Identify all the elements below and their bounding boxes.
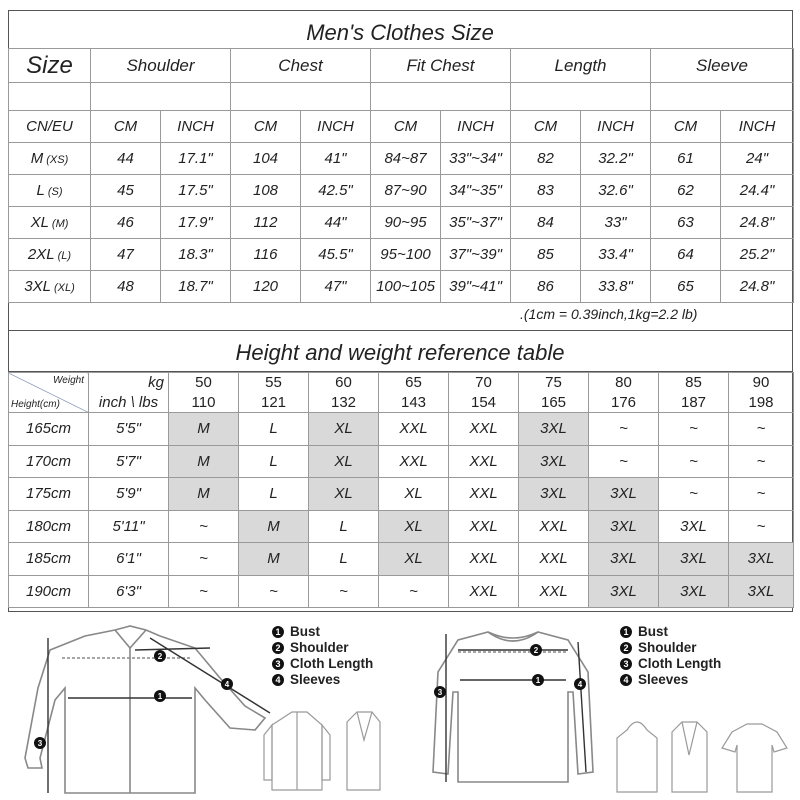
kg-value: 90 (729, 373, 794, 393)
recommended-size: 3XL (519, 413, 589, 446)
recommended-size: ~ (589, 445, 659, 478)
recommended-size: XL (379, 510, 449, 543)
unit-cell: INCH (301, 111, 371, 143)
size-value: 104 (231, 143, 301, 175)
reference-row (9, 413, 794, 446)
size-value: 33" (581, 207, 651, 239)
spacer-cell (231, 83, 371, 111)
recommended-size: 3XL (659, 543, 729, 576)
size-value: 45 (91, 175, 161, 207)
size-value: 63 (651, 207, 721, 239)
recommended-size: L (239, 445, 309, 478)
size-value: 39"~41" (441, 271, 511, 303)
height-inch: 6'3" (89, 575, 169, 608)
size-spacer-row (9, 83, 794, 111)
recommended-size: ~ (729, 445, 794, 478)
height-cm: 165cm (9, 413, 89, 446)
height-inch: 5'11" (89, 510, 169, 543)
legend-right (620, 624, 721, 688)
size-value: 47" (301, 271, 371, 303)
svg-text:3: 3 (37, 739, 43, 748)
conversion-note: .(1cm = 0.39inch,1kg=2.2 lb) (520, 306, 698, 322)
height-cm: 185cm (9, 543, 89, 576)
legend-label: Shoulder (290, 640, 349, 655)
size-name-cell (9, 207, 91, 239)
size-value: 44" (301, 207, 371, 239)
legend-label: Sleeves (638, 672, 689, 687)
size-chart-title: Men's Clothes Size (306, 20, 494, 45)
recommended-size: ~ (239, 575, 309, 608)
lbs-label: inch \ lbs (89, 393, 169, 413)
recommended-size: L (309, 543, 379, 576)
recommended-size: L (309, 510, 379, 543)
size-name: 3XL (24, 278, 51, 295)
size-name: M (30, 150, 44, 167)
recommended-size: XXL (379, 413, 449, 446)
height-label: Height(cm) (11, 399, 60, 410)
recommended-size: ~ (169, 575, 239, 608)
recommended-size: 3XL (589, 478, 659, 511)
size-value: 48 (91, 271, 161, 303)
recommended-size: ~ (309, 575, 379, 608)
size-table (8, 48, 794, 303)
legend-label: Sleeves (290, 672, 341, 687)
size-name-cell (9, 271, 91, 303)
recommended-size: 3XL (589, 575, 659, 608)
size-value: 46 (91, 207, 161, 239)
recommended-size: ~ (659, 445, 729, 478)
recommended-size: M (239, 543, 309, 576)
reference-row (9, 478, 794, 511)
recommended-size: ~ (729, 478, 794, 511)
legend-label: Bust (638, 624, 668, 639)
size-row (9, 207, 794, 239)
recommended-size: XXL (449, 510, 519, 543)
legend-item (272, 672, 373, 688)
legend-item (272, 624, 373, 640)
unit-cell: INCH (441, 111, 511, 143)
legend-number-icon: 3 (272, 658, 284, 670)
lbs-value: 176 (589, 393, 659, 413)
reference-row (9, 575, 794, 608)
legend-left (272, 624, 373, 688)
legend-label: Bust (290, 624, 320, 639)
group-header: Chest (231, 49, 371, 83)
svg-text:2: 2 (157, 652, 163, 661)
lbs-value: 121 (239, 393, 309, 413)
recommended-size: M (169, 413, 239, 446)
unit-cell: CM (651, 111, 721, 143)
recommended-size: 3XL (519, 478, 589, 511)
recommended-size: M (169, 478, 239, 511)
size-value: 34"~35" (441, 175, 511, 207)
size-label: Size (9, 49, 91, 83)
legend-number-icon: 2 (272, 642, 284, 654)
lbs-value: 110 (169, 393, 239, 413)
size-value: 95~100 (371, 239, 441, 271)
kg-value: 65 (379, 373, 449, 393)
recommended-size: ~ (729, 413, 794, 446)
size-header-row (9, 49, 794, 83)
size-value: 83 (511, 175, 581, 207)
unit-cell: CM (371, 111, 441, 143)
height-cm: 170cm (9, 445, 89, 478)
size-value: 64 (651, 239, 721, 271)
recommended-size: 3XL (589, 510, 659, 543)
legend-number-icon: 4 (620, 674, 632, 686)
recommended-size: XXL (519, 575, 589, 608)
spacer-cell (9, 83, 91, 111)
legend-label: Cloth Length (290, 656, 374, 671)
recommended-size: ~ (379, 575, 449, 608)
size-value: 18.7" (161, 271, 231, 303)
recommended-size: XXL (449, 413, 519, 446)
lbs-row (9, 393, 794, 413)
recommended-size: M (239, 510, 309, 543)
legend-item (620, 656, 721, 672)
size-value: 35"~37" (441, 207, 511, 239)
sweater-diagram (428, 622, 598, 800)
size-value: 37"~39" (441, 239, 511, 271)
recommended-size: ~ (589, 413, 659, 446)
recommended-size: 3XL (659, 510, 729, 543)
size-value: 84~87 (371, 143, 441, 175)
kg-value: 50 (169, 373, 239, 393)
kg-row (9, 373, 794, 393)
height-inch: 5'7" (89, 445, 169, 478)
size-value: 18.3" (161, 239, 231, 271)
size-row (9, 175, 794, 207)
size-value: 108 (231, 175, 301, 207)
size-value: 41" (301, 143, 371, 175)
unit-cell: CN/EU (9, 111, 91, 143)
recommended-size: 3XL (519, 445, 589, 478)
spacer-cell (511, 83, 651, 111)
recommended-size: ~ (659, 478, 729, 511)
recommended-size: 3XL (659, 575, 729, 608)
recommended-size: ~ (659, 413, 729, 446)
size-value: 84 (511, 207, 581, 239)
height-cm: 175cm (9, 478, 89, 511)
legend-item (272, 640, 373, 656)
size-name-cell (9, 239, 91, 271)
size-name-cell (9, 175, 91, 207)
legend-label: Cloth Length (638, 656, 722, 671)
unit-cell: INCH (161, 111, 231, 143)
group-header: Sleeve (651, 49, 794, 83)
size-value: 65 (651, 271, 721, 303)
size-value: 82 (511, 143, 581, 175)
recommended-size: L (239, 413, 309, 446)
size-row (9, 271, 794, 303)
weight-label: Weight (53, 375, 84, 386)
unit-cell: CM (91, 111, 161, 143)
recommended-size: ~ (169, 543, 239, 576)
size-value: 17.1" (161, 143, 231, 175)
size-value: 24" (721, 143, 794, 175)
size-value: 100~105 (371, 271, 441, 303)
unit-cell: CM (511, 111, 581, 143)
height-cm: 190cm (9, 575, 89, 608)
jacket-sketches (262, 700, 382, 795)
size-value: 90~95 (371, 207, 441, 239)
height-weight-table (8, 372, 794, 608)
size-alt: (XS) (46, 154, 69, 166)
size-name: XL (30, 214, 49, 231)
divider-top (8, 330, 793, 331)
size-row (9, 239, 794, 271)
size-alt: (L) (57, 250, 72, 262)
svg-text:4: 4 (577, 680, 583, 689)
size-name: L (36, 182, 45, 199)
group-header: Length (511, 49, 651, 83)
size-value: 24.8" (721, 271, 794, 303)
legend-item (272, 656, 373, 672)
size-value: 86 (511, 271, 581, 303)
recommended-size: L (239, 478, 309, 511)
recommended-size: ~ (729, 510, 794, 543)
recommended-size: XL (379, 478, 449, 511)
size-value: 61 (651, 143, 721, 175)
size-value: 47 (91, 239, 161, 271)
height-inch: 6'1" (89, 543, 169, 576)
unit-cell: INCH (581, 111, 651, 143)
size-value: 85 (511, 239, 581, 271)
unit-row (9, 111, 794, 143)
recommended-size: XXL (449, 575, 519, 608)
size-value: 17.5" (161, 175, 231, 207)
legend-item (620, 624, 721, 640)
legend-item (620, 672, 721, 688)
lbs-value: 198 (729, 393, 794, 413)
recommended-size: XXL (449, 478, 519, 511)
legend-number-icon: 3 (620, 658, 632, 670)
size-value: 33"~34" (441, 143, 511, 175)
legend-number-icon: 1 (620, 626, 632, 638)
size-value: 120 (231, 271, 301, 303)
recommended-size: XXL (449, 445, 519, 478)
recommended-size: XXL (519, 510, 589, 543)
size-value: 25.2" (721, 239, 794, 271)
recommended-size: XL (309, 413, 379, 446)
shirt-diagram (20, 618, 280, 798)
legend-item (620, 640, 721, 656)
group-header: Shoulder (91, 49, 231, 83)
kg-value: 80 (589, 373, 659, 393)
svg-text:3: 3 (437, 688, 443, 697)
size-value: 24.4" (721, 175, 794, 207)
height-inch: 5'9" (89, 478, 169, 511)
lbs-value: 165 (519, 393, 589, 413)
reference-row (9, 510, 794, 543)
height-cm: 180cm (9, 510, 89, 543)
kg-value: 70 (449, 373, 519, 393)
recommended-size: XXL (379, 445, 449, 478)
spacer-cell (651, 83, 794, 111)
kg-value: 85 (659, 373, 729, 393)
recommended-size: 3XL (729, 575, 794, 608)
legend-label: Shoulder (638, 640, 697, 655)
size-row (9, 143, 794, 175)
group-header: Fit Chest (371, 49, 511, 83)
spacer-cell (371, 83, 511, 111)
recommended-size: ~ (169, 510, 239, 543)
unit-cell: CM (231, 111, 301, 143)
size-value: 32.2" (581, 143, 651, 175)
size-value: 33.4" (581, 239, 651, 271)
weight-height-corner (9, 373, 89, 413)
size-value: 32.6" (581, 175, 651, 207)
unit-cell: INCH (721, 111, 794, 143)
lbs-value: 187 (659, 393, 729, 413)
size-value: 62 (651, 175, 721, 207)
svg-text:1: 1 (157, 692, 163, 701)
recommended-size: XL (379, 543, 449, 576)
size-value: 17.9" (161, 207, 231, 239)
size-name-cell (9, 143, 91, 175)
lbs-value: 132 (309, 393, 379, 413)
recommended-size: M (169, 445, 239, 478)
kg-value: 75 (519, 373, 589, 393)
size-value: 42.5" (301, 175, 371, 207)
size-value: 44 (91, 143, 161, 175)
garment-sketches (612, 710, 792, 798)
size-value: 45.5" (301, 239, 371, 271)
size-value: 24.8" (721, 207, 794, 239)
size-name: 2XL (27, 246, 55, 263)
size-alt: (S) (47, 186, 63, 198)
svg-text:4: 4 (224, 680, 230, 689)
reference-row (9, 445, 794, 478)
legend-number-icon: 1 (272, 626, 284, 638)
kg-value: 55 (239, 373, 309, 393)
lbs-value: 154 (449, 393, 519, 413)
recommended-size: XXL (519, 543, 589, 576)
recommended-size: 3XL (729, 543, 794, 576)
recommended-size: 3XL (589, 543, 659, 576)
size-value: 112 (231, 207, 301, 239)
recommended-size: XL (309, 445, 379, 478)
kg-label: kg (89, 373, 169, 393)
size-value: 116 (231, 239, 301, 271)
reference-table-title: Height and weight reference table (235, 340, 565, 365)
size-alt: (M) (51, 218, 69, 230)
size-value: 33.8" (581, 271, 651, 303)
svg-text:2: 2 (533, 646, 539, 655)
spacer-cell (91, 83, 231, 111)
size-value: 87~90 (371, 175, 441, 207)
kg-value: 60 (309, 373, 379, 393)
recommended-size: XXL (449, 543, 519, 576)
legend-number-icon: 4 (272, 674, 284, 686)
reference-row (9, 543, 794, 576)
svg-text:1: 1 (535, 676, 541, 685)
height-inch: 5'5" (89, 413, 169, 446)
legend-number-icon: 2 (620, 642, 632, 654)
size-alt: (XL) (53, 282, 75, 294)
lbs-value: 143 (379, 393, 449, 413)
recommended-size: XL (309, 478, 379, 511)
